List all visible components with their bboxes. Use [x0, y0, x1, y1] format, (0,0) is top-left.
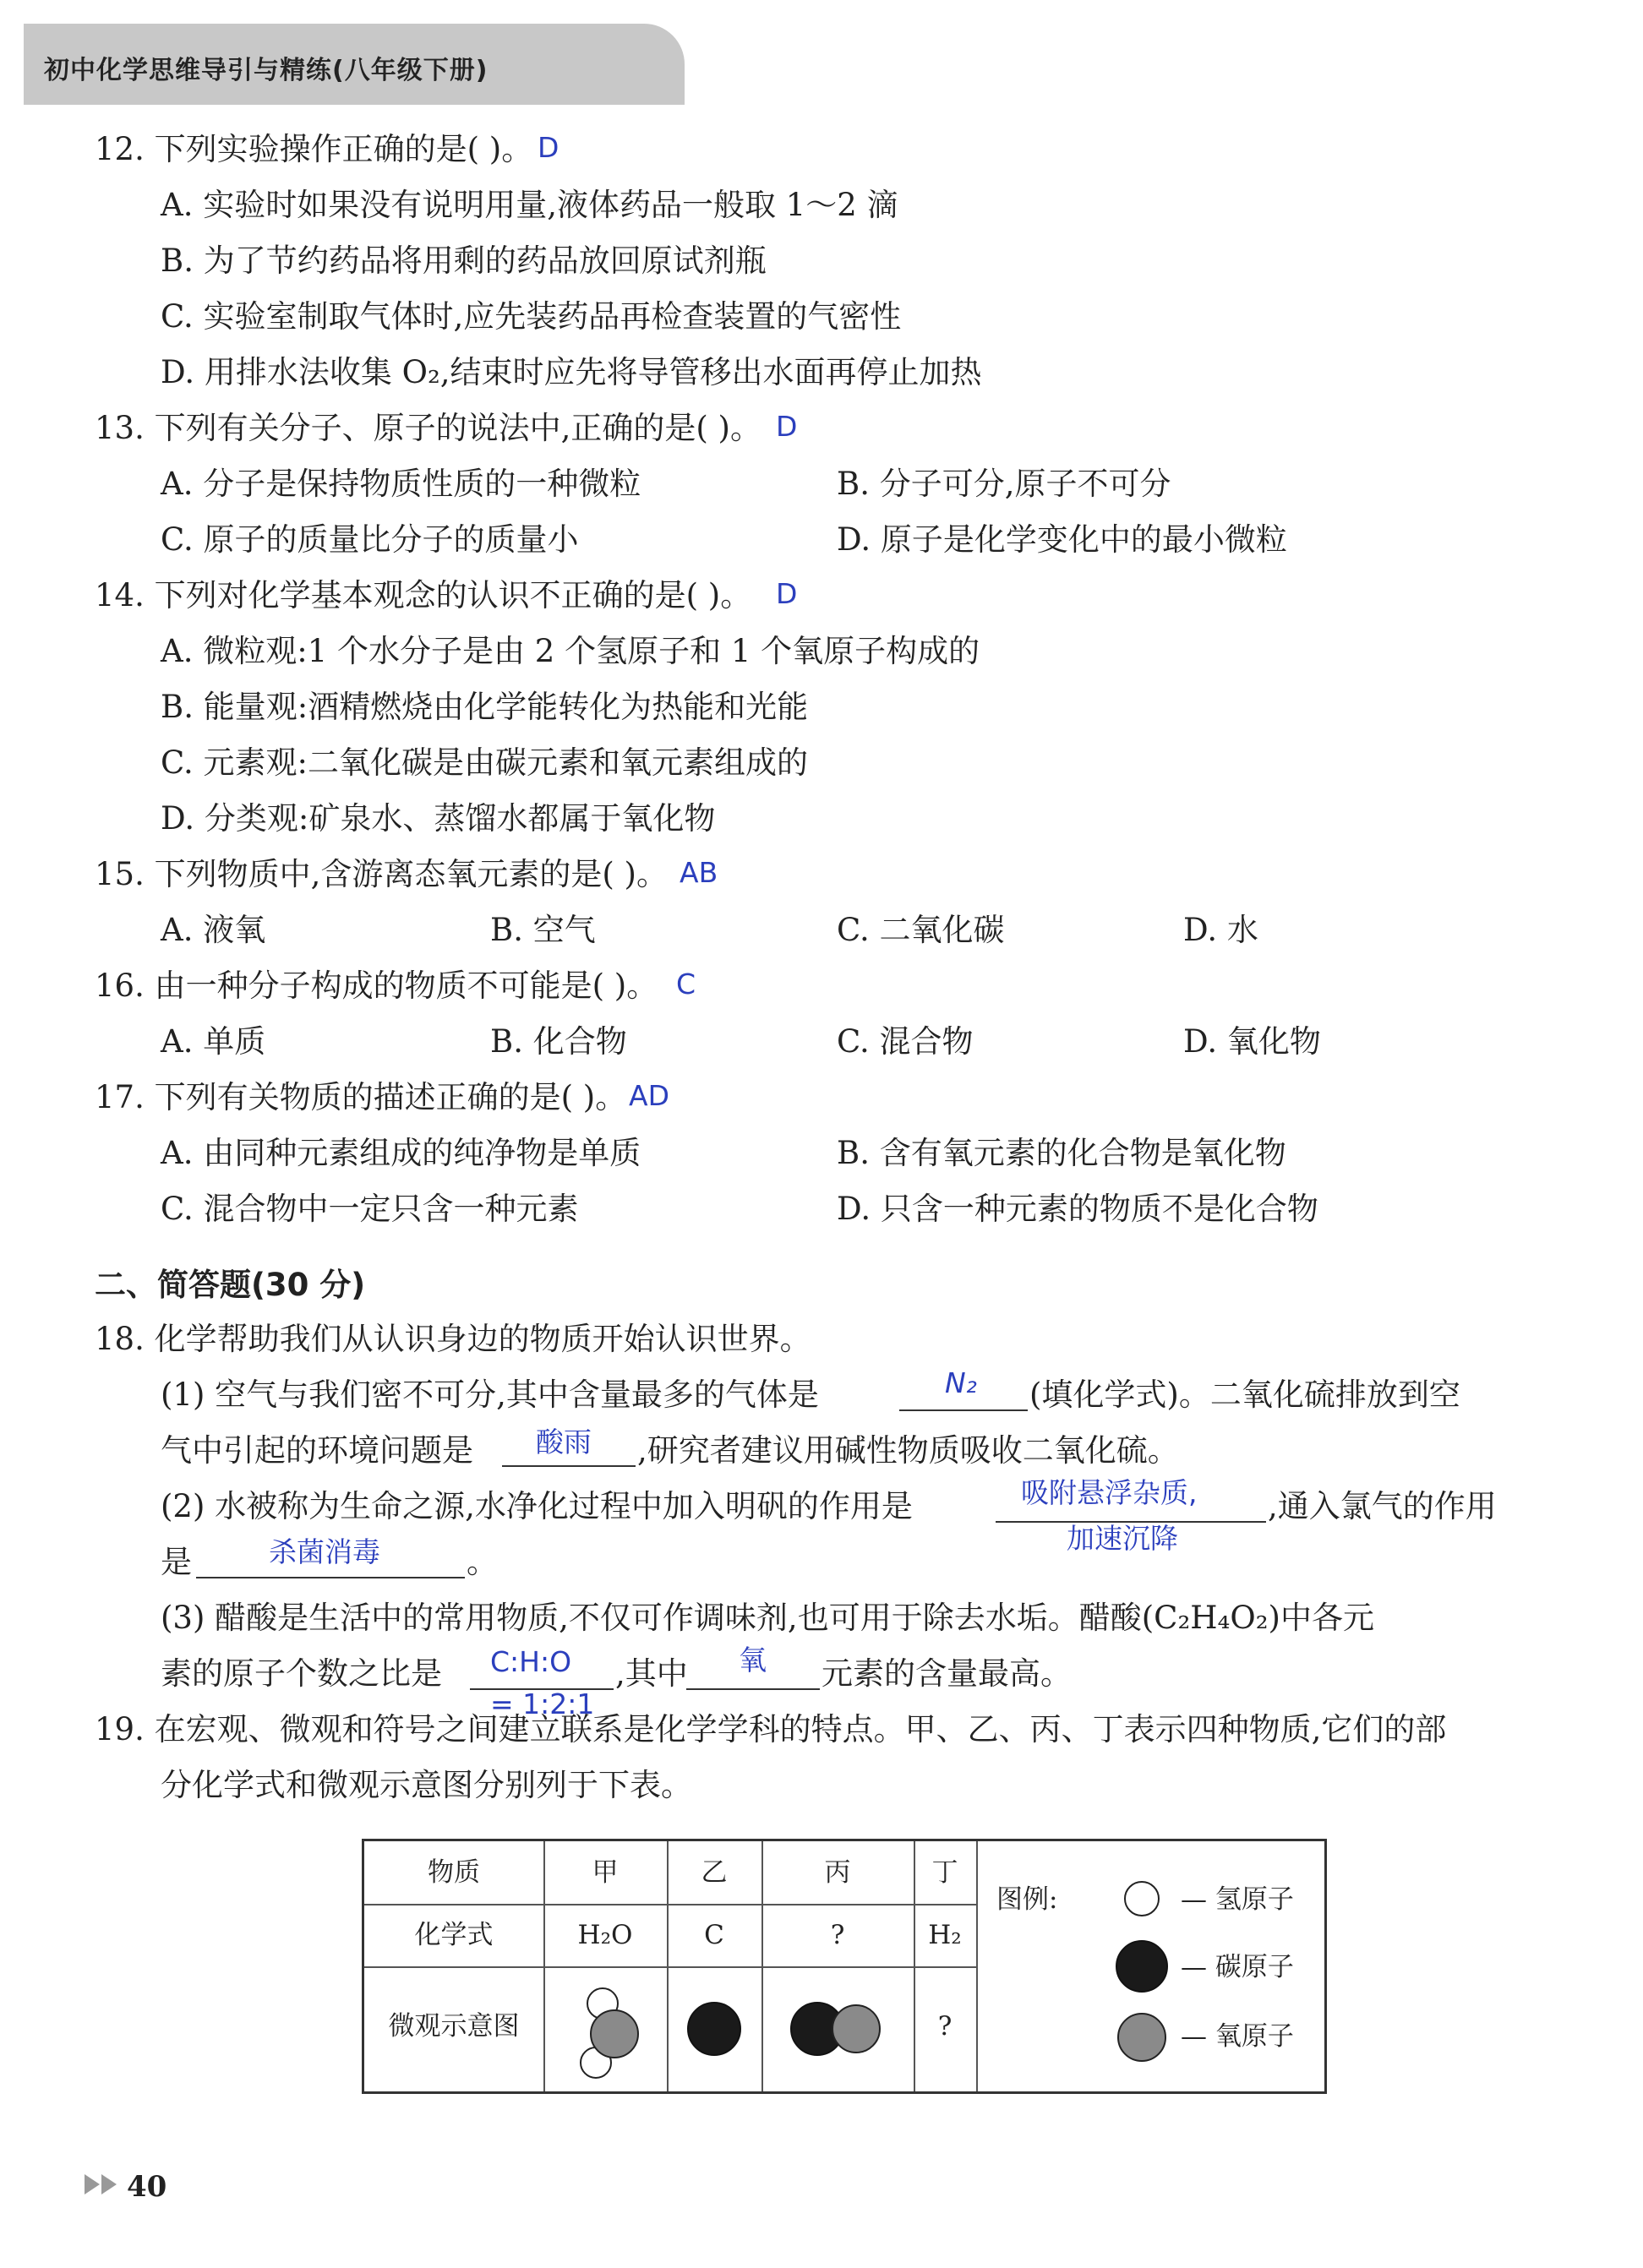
q14-answer: D [776, 577, 798, 610]
legend-carbon-icon [1116, 1941, 1167, 1992]
q17-option-d: D. 只含一种元素的物质不是化合物 [837, 1191, 1318, 1227]
q18-answer-3a: 吸附悬浮杂质, [1021, 1476, 1198, 1509]
oxygen-atom [591, 2010, 638, 2058]
section-2-title: 二、简答题(30 分) [95, 1267, 366, 1303]
q18-stem: 18. 化学帮助我们从认识身边的物质开始认识世界。 [95, 1321, 811, 1357]
q17-option-a: A. 由同种元素组成的纯净物是单质 [161, 1135, 641, 1171]
q18-p1-part-d: ,研究者建议用碱性物质吸收二氧化硫。 [637, 1432, 1179, 1469]
legend-oxygen-icon [1118, 2014, 1165, 2061]
diagram-unknown-ding: ? [937, 2011, 953, 2042]
q19-stem-line-1: 19. 在宏观、微观和符号之间建立联系是化学学科的特点。甲、乙、丙、丁表示四种物质,它们的部 [95, 1711, 1447, 1747]
formula-yi: C [704, 1920, 724, 1950]
carbon-monoxide-diagram [761, 1966, 914, 2091]
q12-stem: 12. 下列实验操作正确的是( )。 [95, 131, 533, 167]
q15-option-c: C. 二氧化碳 [837, 912, 1005, 948]
q18-p1-part-a: (1) 空气与我们密不可分,其中含量最多的气体是 [161, 1377, 819, 1413]
q16-option-d: D. 氧化物 [1183, 1023, 1321, 1060]
q13-option-a: A. 分子是保持物质性质的一种微粒 [161, 466, 641, 502]
carbon-atom [688, 2003, 740, 2055]
q18-blank-2 [502, 1465, 636, 1467]
formula-bing: ? [830, 1920, 845, 1950]
q16-option-c: C. 混合物 [837, 1023, 974, 1060]
q16-option-b: B. 化合物 [490, 1023, 627, 1060]
row-label-formula: 化学式 [414, 1920, 494, 1950]
header-title: 初中化学思维导引与精练(八年级下册) [44, 56, 489, 85]
q16-stem: 16. 由一种分子构成的物质不可能是( )。 [95, 968, 658, 1004]
q15-option-a: A. 液氧 [161, 912, 266, 948]
q18-answer-6: 氧 [739, 1644, 767, 1676]
q17-option-b: B. 含有氧元素的化合物是氧化物 [837, 1135, 1286, 1171]
q14-option-a: A. 微粒观:1 个水分子是由 2 个氢原子和 1 个氧原子构成的 [161, 633, 980, 669]
q16-answer: C [676, 968, 696, 1000]
q18-answer-5a: C:H:O [490, 1645, 572, 1678]
q13-option-c: C. 原子的质量比分子的质量小 [161, 521, 579, 558]
q12-answer: D [538, 131, 559, 164]
q17-stem: 17. 下列有关物质的描述正确的是( )。 [95, 1079, 627, 1115]
q18-p2-part-d: 。 [467, 1544, 498, 1580]
water-molecule-diagram [543, 1966, 667, 2091]
q17-option-c: C. 混合物中一定只含一种元素 [161, 1191, 579, 1227]
q18-p3-part-c: ,其中 [615, 1655, 688, 1692]
table-vline [976, 1841, 978, 2091]
q16-option-a: A. 单质 [161, 1023, 266, 1060]
q13-stem: 13. 下列有关分子、原子的说法中,正确的是( )。 [95, 410, 761, 446]
q15-answer: AB [680, 856, 718, 889]
q18-blank-1 [899, 1409, 1028, 1411]
q18-p2-part-b: ,通入氯气的作用 [1268, 1488, 1497, 1524]
q12-option-c: C. 实验室制取气体时,应先装药品再检查装置的气密性 [161, 298, 902, 335]
q13-option-b: B. 分子可分,原子不可分 [837, 466, 1171, 502]
q13-option-d: D. 原子是化学变化中的最小微粒 [837, 521, 1287, 558]
q18-p1-part-b: (填化学式)。二氧化硫排放到空 [1029, 1377, 1460, 1413]
page-number: 40 [127, 2170, 167, 2204]
q13-answer: D [776, 410, 798, 443]
q18-p3-part-a: (3) 醋酸是生活中的常用物质,不仅可作调味剂,也可用于除去水垢。醋酸(C₂H₄O₂)中各元 [161, 1600, 1374, 1636]
q12-option-b: B. 为了节约药品将用剩的药品放回原试剂瓶 [161, 243, 767, 279]
q19-stem-line-2: 分化学式和微观示意图分别列于下表。 [161, 1767, 692, 1803]
q18-answer-4: 杀菌消毒 [269, 1535, 380, 1568]
q17-answer: AD [629, 1079, 669, 1112]
legend-atoms [1108, 1872, 1176, 2074]
table-hline [364, 1904, 976, 1905]
q18-p3-part-d: 元素的含量最高。 [822, 1655, 1072, 1692]
q18-p3-part-b: 素的原子个数之比是 [161, 1655, 442, 1692]
column-bing: 丙 [824, 1857, 851, 1888]
q14-option-d: D. 分类观:矿泉水、蒸馏水都属于氧化物 [161, 800, 716, 837]
column-jia: 甲 [592, 1857, 619, 1888]
row-label-substance: 物质 [428, 1857, 480, 1888]
q18-blank-6 [686, 1688, 820, 1690]
q18-answer-3b: 加速沉降 [1067, 1522, 1178, 1555]
q18-p2-part-c: 是 [161, 1544, 192, 1580]
q12-option-d: D. 用排水法收集 O₂,结束时应先将导管移出水面再停止加热 [161, 354, 982, 390]
q15-stem: 15. 下列物质中,含游离态氧元素的是( )。 [95, 856, 668, 892]
column-ding: 丁 [931, 1857, 958, 1888]
legend-oxygen: — 氧原子 [1181, 2021, 1294, 2052]
legend-title: 图例: [996, 1884, 1058, 1915]
formula-ding: H₂ [928, 1920, 962, 1950]
q19-table [362, 1839, 1327, 2094]
page-arrow-icon [85, 2174, 122, 2194]
q14-option-b: B. 能量观:酒精燃烧由化学能转化为热能和光能 [161, 689, 809, 725]
q14-stem: 14. 下列对化学基本观念的认识不正确的是( )。 [95, 577, 752, 613]
legend-carbon: — 碳原子 [1181, 1952, 1294, 1982]
legend-hydrogen-icon [1125, 1882, 1159, 1916]
q12-option-a: A. 实验时如果没有说明用量,液体药品一般取 1～2 滴 [161, 187, 898, 223]
q14-option-c: C. 元素观:二氧化碳是由碳元素和氧元素组成的 [161, 744, 808, 781]
q18-p1-part-c: 气中引起的环境问题是 [161, 1432, 473, 1469]
column-yi: 乙 [701, 1857, 728, 1888]
row-label-diagram: 微观示意图 [388, 2011, 520, 2042]
carbon-diagram [667, 1966, 761, 2091]
legend-hydrogen: — 氢原子 [1181, 1884, 1294, 1915]
q18-answer-2: 酸雨 [536, 1426, 592, 1458]
q15-option-d: D. 水 [1183, 912, 1258, 948]
q18-answer-1: N₂ [945, 1366, 977, 1399]
oxygen-atom [832, 2005, 880, 2053]
q15-option-b: B. 空气 [490, 912, 596, 948]
q18-p2-part-a: (2) 水被称为生命之源,水净化过程中加入明矾的作用是 [161, 1488, 913, 1524]
q18-answer-5b: = 1:2:1 [490, 1687, 595, 1720]
q18-blank-4 [196, 1577, 465, 1578]
formula-jia: H₂O [577, 1920, 633, 1950]
